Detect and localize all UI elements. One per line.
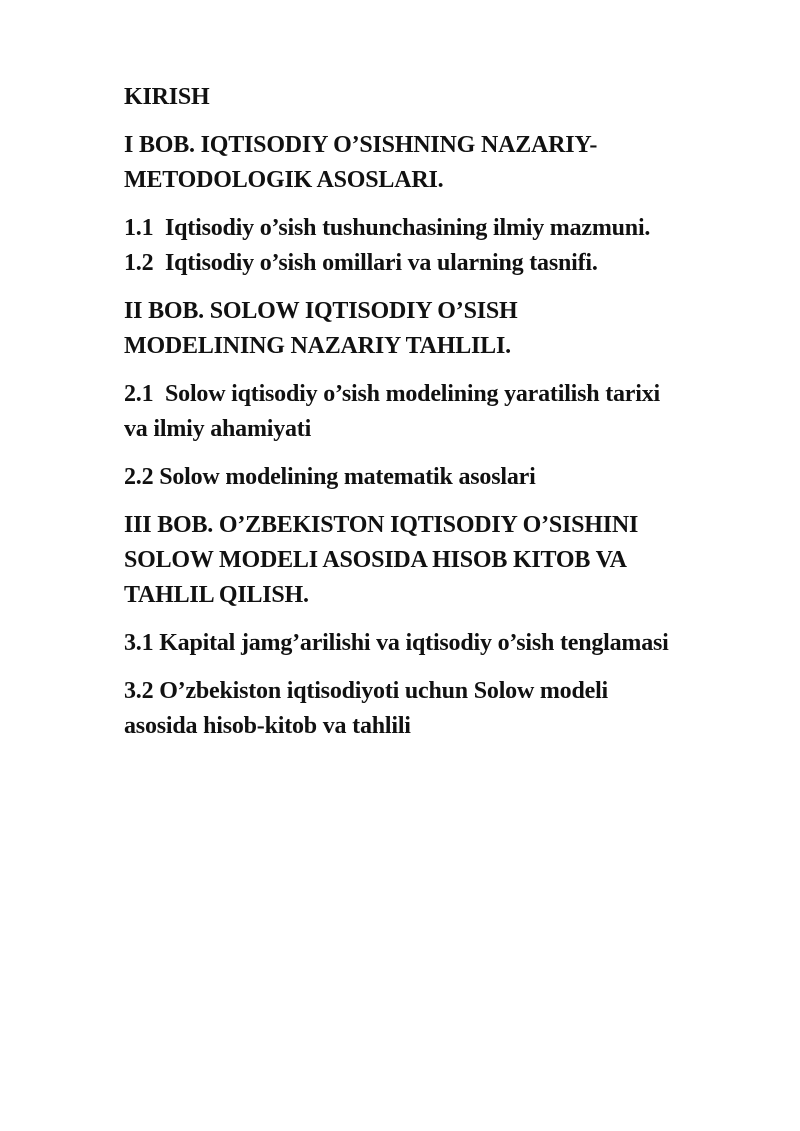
toc-intro: KIRISH bbox=[124, 84, 210, 110]
toc-section-3-2 bbox=[124, 674, 764, 744]
chapter-1-title-line-1: I BOB. IQTISODIY O’SISHNING NAZARIY- bbox=[124, 132, 598, 158]
section-title-line-2: asosida hisob-kitob va tahlili bbox=[124, 713, 411, 739]
toc-section-1-1 bbox=[124, 211, 764, 246]
section-title-line-1: Solow iqtisodiy o’sish modelining yaratilish tarixi bbox=[165, 381, 660, 407]
section-number: 2.1 bbox=[124, 381, 154, 407]
section-number: 1.1 bbox=[124, 215, 154, 241]
chapter-2-title-line-2: MODELINING NAZARIY TAHLILI. bbox=[124, 333, 511, 359]
chapter-3-title-line-1: III BOB. O’ZBEKISTON IQTISODIY O’SISHINI bbox=[124, 512, 639, 538]
toc-chapter-1 bbox=[124, 128, 764, 198]
section-number: 1.2 bbox=[124, 250, 154, 276]
section-title-line-2: va ilmiy ahamiyati bbox=[124, 416, 312, 442]
section-title-line-1: 3.2 O’zbekiston iqtisodiyoti uchun Solow modeli bbox=[124, 678, 609, 704]
chapter-2-title-line-1: II BOB. SOLOW IQTISODIY O’SISH bbox=[124, 298, 518, 324]
toc-chapter-3 bbox=[124, 508, 764, 613]
chapter-3-title-line-3: TAHLIL QILISH. bbox=[124, 582, 309, 608]
toc-section-3-1: 3.1 Kapital jamg’arilishi va iqtisodiy o’sish tenglamasi bbox=[124, 630, 669, 656]
toc-section-2-1 bbox=[124, 377, 764, 447]
chapter-3-title-line-2: SOLOW MODELI ASOSIDA HISOB KITOB VA bbox=[124, 547, 627, 573]
toc-chapter-2 bbox=[124, 294, 764, 364]
section-title: Iqtisodiy o’sish omillari va ularning tasnifi. bbox=[165, 250, 598, 276]
chapter-1-title-line-2: METODOLOGIK ASOSLARI. bbox=[124, 167, 444, 193]
section-title: Iqtisodiy o’sish tushunchasining ilmiy mazmuni. bbox=[165, 215, 651, 241]
toc-section-2-2: 2.2 Solow modelining matematik asoslari bbox=[124, 464, 536, 490]
toc-section-1-2 bbox=[124, 246, 764, 281]
table-of-contents bbox=[124, 80, 764, 744]
